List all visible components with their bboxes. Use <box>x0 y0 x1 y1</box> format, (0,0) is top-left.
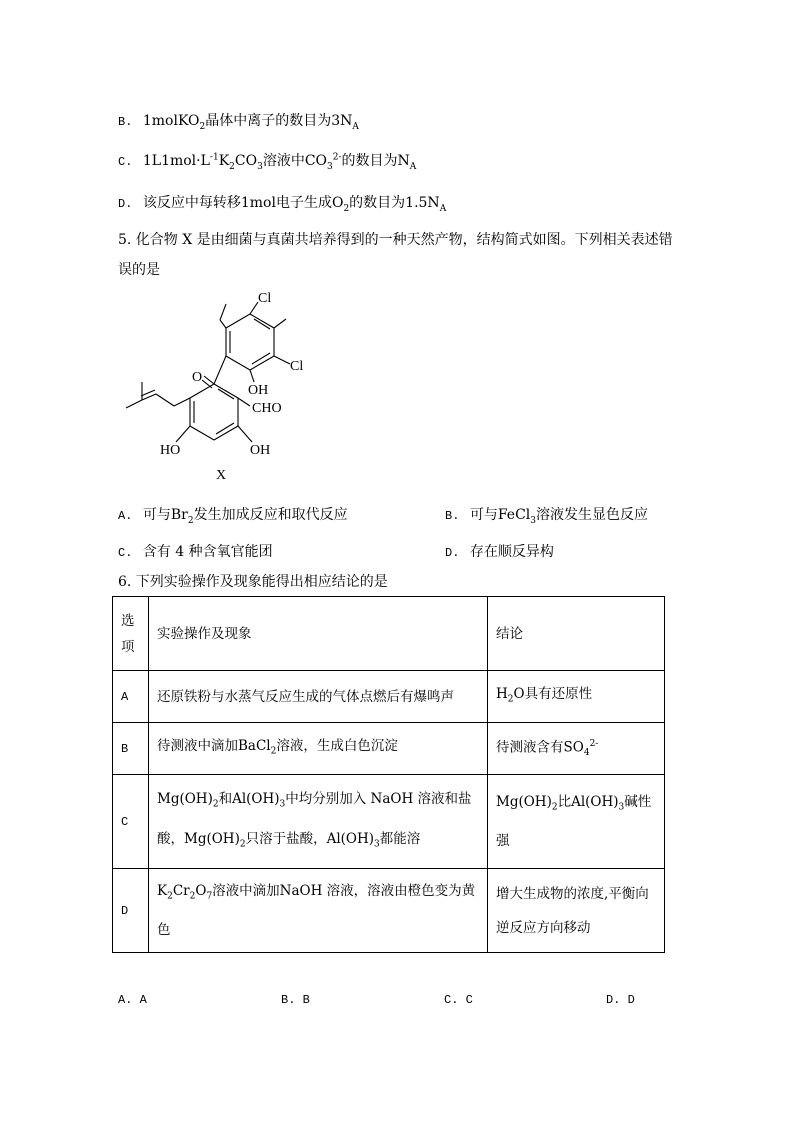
option-text: $1L1mol\cdot L^{-1}K_2CO_3$溶液中$CO_3^{2-}$的数目为$N_A$ <box>142 152 417 172</box>
row-option: A <box>113 671 149 723</box>
answer-c: C. C <box>444 993 473 1007</box>
row-option: B <box>113 723 149 775</box>
row-desc: 还原铁粉与水蒸气反应生成的气体点燃后有爆鸣声 <box>149 671 488 723</box>
header-conclusion: 结论 <box>488 597 665 671</box>
q5-stem-line1: 5. 化合物 X 是由细菌与真菌共培养得到的一种天然产物，结构简式如图。下列相关表述错 <box>118 232 673 248</box>
row-option: C <box>113 775 149 869</box>
q5-option-a: A. 可与$Br_2$发生加成反应和取代反应 <box>118 507 348 526</box>
answer-b: B. B <box>281 993 310 1007</box>
row-desc: 待测液中滴加BaCl$_2$溶液，生成白色沉淀 <box>149 723 488 775</box>
label-compound-x: X <box>216 468 227 483</box>
q5-option-b: B. 可与FeCl$_3$溶液发生显色反应 <box>445 507 649 526</box>
table-row <box>113 671 665 723</box>
row-option: D <box>113 869 149 953</box>
q5-stem-line2: 误的是 <box>118 262 160 278</box>
label-oh-mid: OH <box>248 383 269 398</box>
row-conclusion: 增大生成物的浓度,平衡向逆反应方向移动 <box>488 869 665 953</box>
q6-table <box>112 596 665 953</box>
option-text: 1molKO$_2$晶体中离子的数目为$3N_A$ <box>142 113 359 132</box>
label-cl-right: Cl <box>290 359 304 374</box>
header-operation: 实验操作及现象 <box>149 597 488 671</box>
label-o-carbonyl: O <box>192 370 203 385</box>
option-b-prev: B. 1molKO$_2$晶体中离子的数目为$3N_A$ <box>118 113 359 132</box>
option-d-prev: D. 该反应中每转移1mol电子生成$O_2$的数目为$1.5N_A$ <box>118 195 447 214</box>
label-cl-top: Cl <box>258 291 272 306</box>
molecule-structure <box>118 286 328 486</box>
answer-d: D. D <box>606 993 635 1007</box>
row-desc: $K_2Cr_2O_7$溶液中滴加NaOH 溶液，溶液由橙色变为黄色 <box>149 869 488 953</box>
table-row <box>113 869 665 953</box>
row-desc: $Mg(OH)_2$和$Al(OH)_3$中均分别加入 NaOH 溶液和盐酸，$Mg(OH)_2$只溶于盐酸，$Al(OH)_3$都能溶 <box>149 775 488 869</box>
answer-a: A. A <box>118 993 147 1007</box>
option-text: 该反应中每转移1mol电子生成$O_2$的数目为$1.5N_A$ <box>142 195 447 214</box>
q5-option-d: D. 存在顺反异构 <box>445 544 554 560</box>
row-conclusion: $Mg(OH)_2$比$Al(OH)_3$碱性强 <box>488 775 665 869</box>
table-row <box>113 723 665 775</box>
table-header-row <box>113 597 665 671</box>
label-oh-right: OH <box>250 443 271 458</box>
option-c-prev: C. $1L1mol\cdot L^{-1}K_2CO_3$溶液中$CO_3^{2-}$的数目为$N_A$ <box>118 152 417 172</box>
table-row <box>113 775 665 869</box>
label-ho-left: HO <box>160 443 181 458</box>
row-conclusion: 待测液含有$SO_4^{2-}$ <box>488 723 665 775</box>
label-cho: CHO <box>252 401 282 416</box>
header-option: 选 项 <box>113 597 149 671</box>
row-conclusion: $H_2O$具有还原性 <box>488 671 665 723</box>
q6-stem: 6. 下列实验操作及现象能得出相应结论的是 <box>118 574 388 590</box>
q5-option-c: C. 含有 4 种含氧官能团 <box>118 544 273 560</box>
